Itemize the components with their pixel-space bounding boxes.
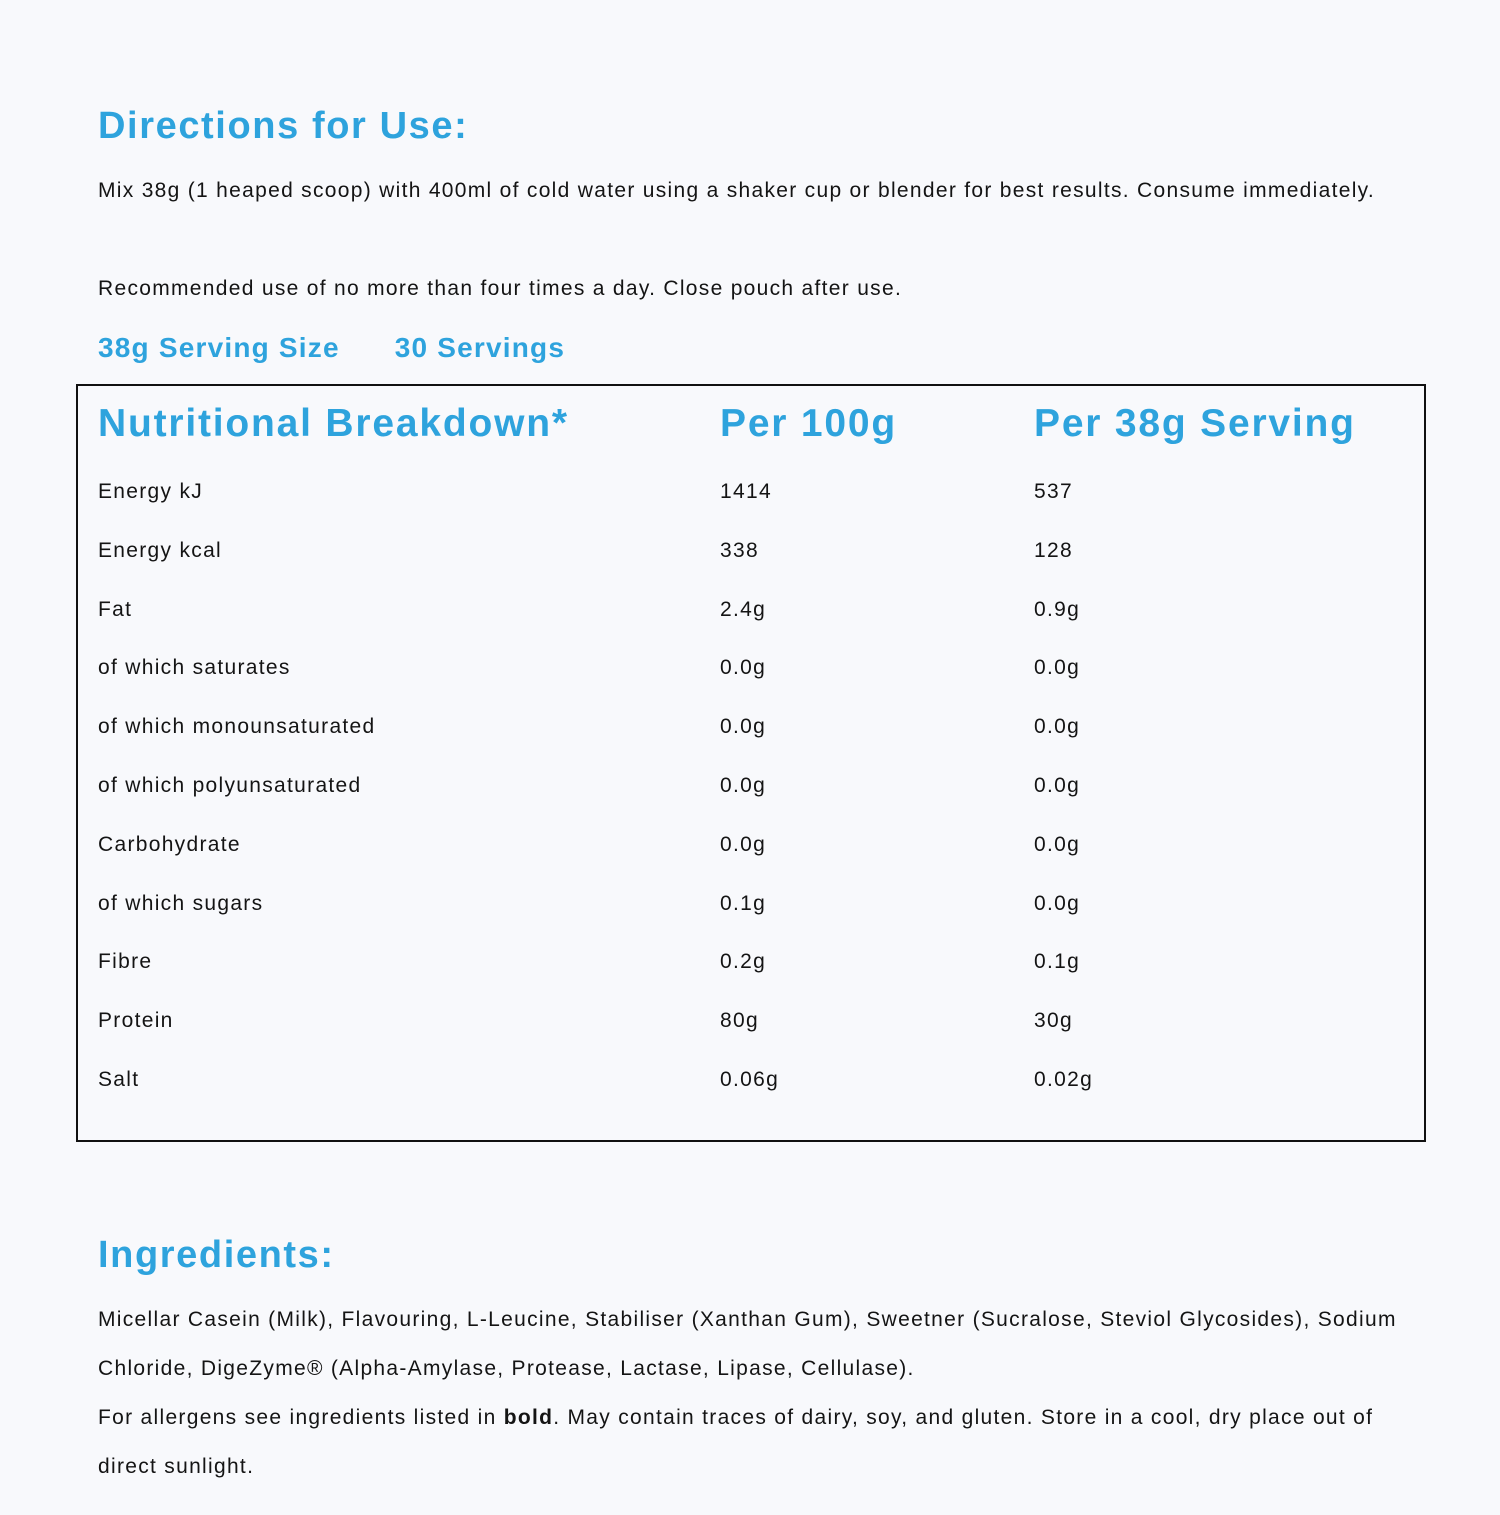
nutrient-per-serving: 0.0g [1034,774,1081,797]
allergens-bold-word: bold [503,1406,554,1429]
nutrition-row [0,653,1500,683]
nutrient-name: Fat [98,598,133,621]
nutrient-per100: 0.1g [720,892,767,915]
nutrient-per100: 0.0g [720,715,767,738]
nutrition-row [0,595,1500,625]
nutrient-name: Energy kJ [98,480,204,503]
nutrient-per100: 2.4g [720,598,767,621]
nutrient-per100: 0.06g [720,1068,780,1091]
nutrition-row [0,1006,1500,1036]
nutrient-per100: 80g [720,1009,759,1032]
nutrient-per100: 0.0g [720,833,767,856]
directions-text: Mix 38g (1 heaped scoop) with 400ml of cold water using a shaker cup or blender for best results. Consume immediately. [98,179,1376,202]
nutrient-per100: 1414 [720,480,772,503]
nutrient-name: of which saturates [98,656,291,679]
ingredients-text: Micellar Casein (Milk), Flavouring, L-Leucine, Stabiliser (Xanthan Gum), Sweetner (Sucralose, Steviol Glycosides), Sodium Chloride, DigeZyme® (Alpha-Amylase, Protease, Lactase, Lipase, Cellulase). [98,1308,1397,1380]
nutrition-row [0,771,1500,801]
nutrition-header-per100: Per 100g [720,402,898,445]
ingredients-title: Ingredients: [98,1234,335,1276]
nutrient-name: Fibre [98,950,153,973]
allergens-text [98,1393,1408,1491]
servings-count: 30 Servings [394,332,566,363]
directions-title: Directions for Use: [98,105,469,147]
nutrient-per-serving: 128 [1034,539,1073,562]
nutrition-row [0,477,1500,507]
nutrient-per100: 338 [720,539,759,562]
allergens-prefix: For allergens see ingredients listed in [98,1406,504,1429]
nutrient-per-serving: 0.0g [1034,656,1081,679]
nutrient-per-serving: 30g [1034,1009,1073,1032]
nutrition-row [0,1065,1500,1095]
serving-info [98,334,565,362]
nutrient-per100: 0.2g [720,950,767,973]
nutrition-header-name: Nutritional Breakdown* [98,402,569,445]
nutrient-name: of which sugars [98,892,264,915]
nutrition-row [0,947,1500,977]
nutrient-name: Salt [98,1068,140,1091]
nutrient-name: of which polyunsaturated [98,774,362,797]
nutrition-header-per-serving: Per 38g Serving [1034,402,1356,445]
directions-note: Recommended use of no more than four times a day. Close pouch after use. [98,277,903,300]
nutrient-name: Energy kcal [98,539,223,562]
nutrient-per-serving: 0.0g [1034,715,1081,738]
nutrient-per-serving: 0.0g [1034,892,1081,915]
nutrient-per-serving: 0.1g [1034,950,1081,973]
nutrition-row [0,712,1500,742]
serving-size: 38g Serving Size [98,332,340,363]
nutrition-row [0,536,1500,566]
nutrition-row [0,830,1500,860]
nutrient-per100: 0.0g [720,656,767,679]
nutrient-name: of which monounsaturated [98,715,376,738]
nutrient-per-serving: 537 [1034,480,1073,503]
nutrient-per-serving: 0.02g [1034,1068,1094,1091]
nutrient-per100: 0.0g [720,774,767,797]
nutrient-per-serving: 0.0g [1034,833,1081,856]
allergens-suffix: . May contain traces of dairy, soy, and gluten. Store in a cool, dry place out of direct sunlight. [98,1406,1374,1478]
nutrient-name: Protein [98,1009,174,1032]
nutrient-name: Carbohydrate [98,833,241,856]
nutrient-per-serving: 0.9g [1034,598,1081,621]
nutrition-row [0,889,1500,919]
